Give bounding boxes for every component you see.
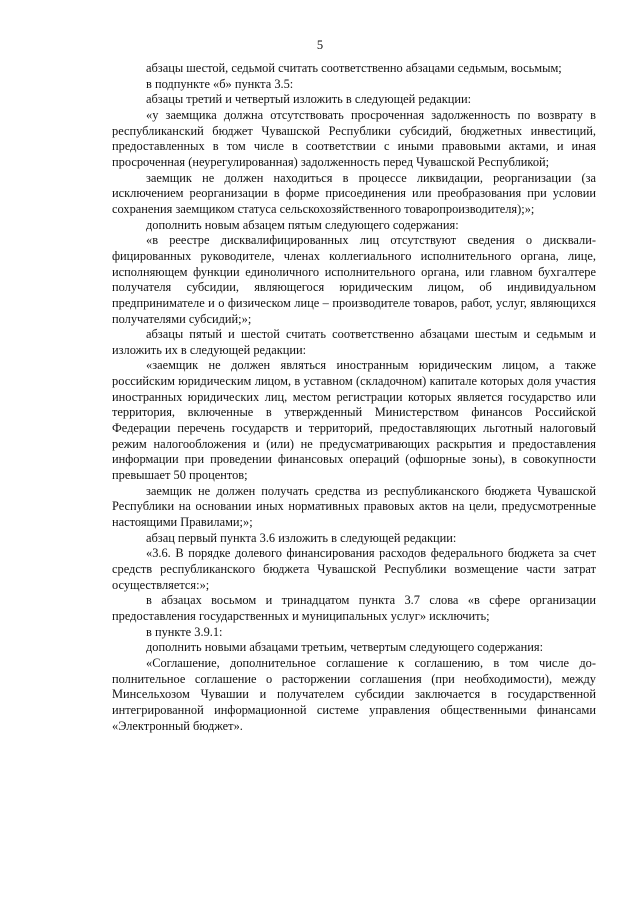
paragraph: в подпункте «б» пункта 3.5: <box>146 76 294 91</box>
paragraph: абзацы пятый и шестой считать соответственно абзацами шестым и седьмым и изложить их в следующей редакции: <box>112 327 596 357</box>
document-body <box>112 61 596 734</box>
paragraph: заемщик не должен находиться в процессе ликвидации, реорганизации (за исключением реорганизации в форме присоединения или преобразования при условии сохранения заемщиком статуса сельскохозяйственного товаропроизводителя);»; <box>112 170 596 216</box>
paragraph: абзацы третий и четвертый изложить в следующей редакции: <box>146 92 472 107</box>
paragraph: в пункте 3.9.1: <box>146 624 223 639</box>
paragraph: дополнить новыми абзацами третьим, четвертым следующего содержания: <box>146 640 544 655</box>
paragraph: «заемщик не должен являться иностранным юридическим лицом, а также российским юридическим лицом, в уставном (складочном) капитале которых доля участия иностранных юридических лиц, местом регистрации которых является государство или территория, включенные в утвержденный Министерством финансов Российской Федерации перечень государств и территорий, предоставляющих льготный налоговый режим налогообложения и (или) не предусматривающих раскрытия и предоставления информации при проведении финансовых операций (офшорные зоны), в совокупности превышает 50 процентов; <box>112 358 596 483</box>
paragraph: дополнить новым абзацем пятым следующего содержания: <box>146 217 459 232</box>
paragraph: в абзацах восьмом и тринадцатом пункта 3.7 слова «в сфере организации предоставления государственных и муниципальных услуг» исключить; <box>112 593 596 623</box>
page-number: 5 <box>316 38 324 52</box>
paragraph: «у заемщика должна отсутствовать просроченная задолженность по возврату в республиканский бюджет Чувашской Республики субсидий, бюджетных инвестиций, предоставленных в том числе в соответствии с иными правовыми актами, и иная просроченная (неурегулированная) задолженность перед Чувашской Республикой; <box>112 107 596 169</box>
paragraph: «3.6. В порядке долевого финансирования расходов федерального бюджета за счет средств республиканского бюджета Чувашской Республики возмещение части затрат осуществляется:»; <box>112 546 596 592</box>
paragraph: «в реестре дисквалифицированных лиц отсутствуют сведения о дисквалифицированных руководителе, членах коллегиального исполнительного органа, лице, исполняющем функции единоличного исполнительного органа, или главном бухгалтере получателя субсидии, являющегося юридическим лицом, об индивидуальном предпринимателе и о физическом лице – производителе товаров, работ, услуг, являющихся получателями субсидий;»; <box>112 233 596 326</box>
paragraph: абзацы шестой, седьмой считать соответственно абзацами седьмым, восьмым; <box>146 61 562 75</box>
paragraph: заемщик не должен получать средства из республиканского бюджета Чувашской Республики на основании иных нормативных правовых актов на цели, предусмотренные настоящими Правилами;»; <box>112 483 596 530</box>
paragraph: «Соглашение, дополнительное соглашение к соглашению, в том числе дополнительное соглашение о расторжении соглашения (при необходимости), между Минсельхозом Чувашии и получателем субсидии заключается в государственной интегрированной информационной системе управления общественными финансами «Электронный бюджет». <box>112 655 596 733</box>
paragraph: абзац первый пункта 3.6 изложить в следующей редакции: <box>146 530 457 545</box>
